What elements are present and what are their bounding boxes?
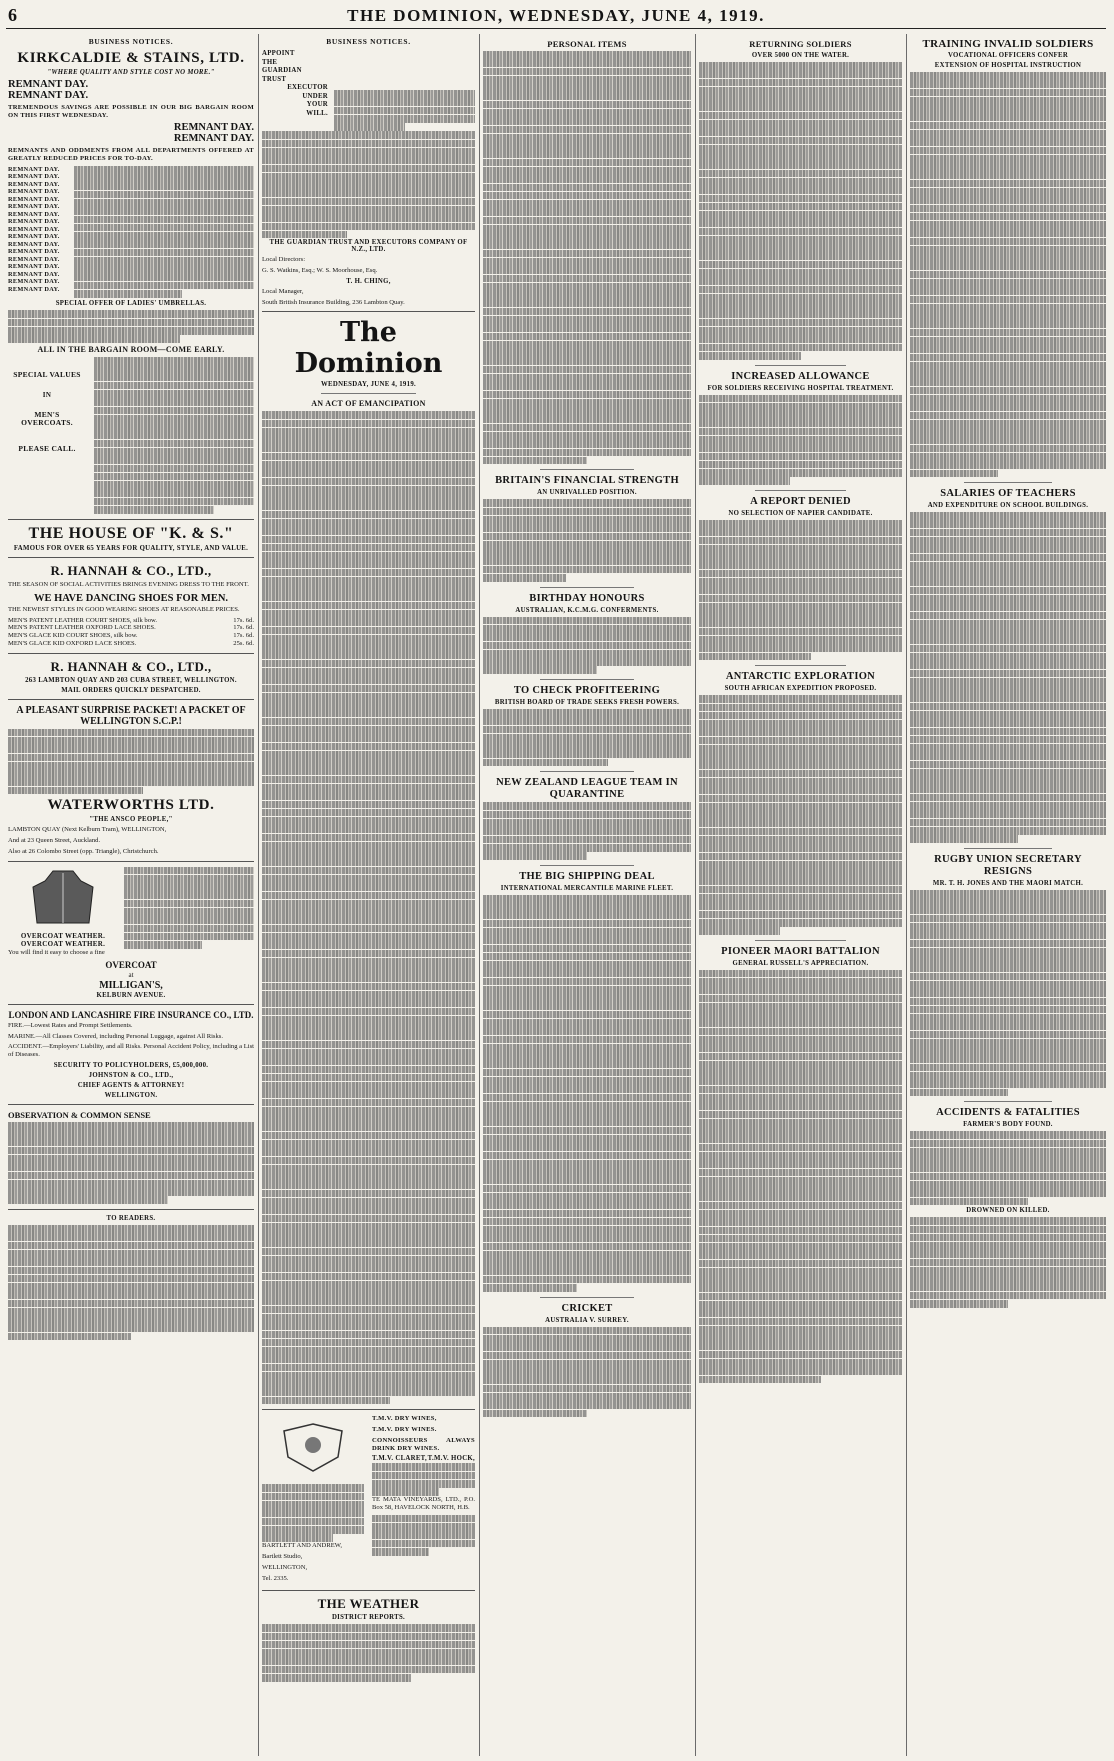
- wellington-label: WELLINGTON.: [104, 1091, 158, 1099]
- column-news-3: [483, 34, 691, 1756]
- guardian-company: THE GUARDIAN TRUST AND EXECUTORS COMPANY OF N.Z., LTD.: [269, 239, 468, 254]
- barlett-city: WELLINGTON,: [262, 1563, 308, 1571]
- column-news-5: [910, 34, 1106, 1756]
- overcoat-weather-2: OVERCOAT WEATHER.: [20, 939, 106, 948]
- personal-items-heading: PERSONAL ITEMS: [547, 39, 627, 49]
- house-of-ks-title: THE HOUSE OF "K. & S.": [28, 525, 234, 543]
- overcoat-choose: You will find it easy to choose a fine: [8, 949, 105, 957]
- column-rule: [695, 34, 696, 1756]
- remnant-description: [74, 166, 254, 299]
- hannah-address: 263 LAMBTON QUAY AND 203 CUBA STREET, WELLINGTON.: [25, 676, 237, 684]
- farmers-body-found: FARMER'S BODY FOUND.: [963, 1121, 1053, 1129]
- remnant-day-right-2: REMNANT DAY.: [173, 133, 254, 145]
- marine-line: MARINE.—All Classes Covered, including Personal Luggage, against All Risks.: [8, 1032, 224, 1040]
- milligans: MILLIGAN'S,: [99, 980, 163, 992]
- section-label: BUSINESS NOTICES.: [88, 37, 174, 46]
- fire-line: FIRE.—Lowest Rates and Prompt Settlements.: [8, 1022, 133, 1030]
- to-readers-heading: TO READERS.: [106, 1215, 156, 1223]
- surprise-packet-heading: A PLEASANT SURPRISE PACKET! A PACKET OF WELLINGTON S.C.P.!: [16, 704, 246, 727]
- umbrellas-heading: SPECIAL OFFER OF LADIES' UMBRELLAS.: [55, 300, 207, 308]
- kirkcaldie-title: KIRKCALDIE & STAINS, LTD.: [17, 50, 245, 66]
- mercantile-marine: INTERNATIONAL MERCANTILE MARINE FLEET.: [500, 884, 674, 892]
- salaries-heading: SALARIES OF TEACHERS: [940, 488, 1076, 500]
- shoe-row: MEN'S GLACE KID OXFORD LACE SHOES. 25s. 6d.: [8, 639, 254, 647]
- bargain-room-line: ALL IN THE BARGAIN ROOM—COME EARLY.: [37, 344, 225, 354]
- page-number-left: 6: [8, 5, 17, 25]
- masthead: [6, 6, 1106, 29]
- barlett-name: BARTLETT AND ANDREW,: [262, 1542, 343, 1550]
- ansco-people: "THE ANSCO PEOPLE,": [89, 816, 173, 824]
- mail-orders: MAIL ORDERS QUICKLY DESPATCHED.: [61, 686, 201, 694]
- directors-names: G. S. Watkins, Esq.; W. S. Moorhouse, Esq.: [262, 267, 378, 275]
- britain-financial-heading: BRITAIN'S FINANCIAL STRENGTH: [495, 475, 679, 487]
- rugby-heading: RUGBY UNION SECRETARY RESIGNS: [934, 853, 1082, 877]
- column-news-4: [699, 34, 902, 1756]
- please-call: PLEASE CALL.: [18, 443, 76, 453]
- at-label: at: [128, 971, 134, 980]
- unrivalled-position: AN UNRIVALLED POSITION.: [537, 489, 637, 497]
- cricket-heading: CRICKET: [561, 1302, 613, 1314]
- hospital-treatment: FOR SOLDIERS RECEIVING HOSPITAL TREATMENT.: [707, 384, 894, 392]
- napier-candidate: NO SELECTION OF NAPIER CANDIDATE.: [728, 510, 873, 518]
- waterworths-address-2: And at 23 Queen Street, Auckland.: [8, 837, 101, 845]
- remnant-day-1: REMNANT DAY.: [8, 79, 89, 90]
- tmv-ad: [372, 1415, 475, 1585]
- over-5000: OVER 5000 ON THE WATER.: [751, 52, 850, 59]
- australian-kcmg: AUSTRALIAN, K.C.M.G. CONFERMENTS.: [515, 606, 659, 614]
- trust-word-stack: APPOINT THE GUARDIAN TRUST EXECUTOR UNDER YOUR WILL.: [262, 50, 328, 117]
- barlett-tel: Tel. 2335.: [262, 1574, 289, 1582]
- newest-styles: THE NEWEST STYLES IN GOOD WEARING SHOES AT REASONABLE PRICES.: [8, 605, 240, 613]
- hannah-subtitle: THE SEASON OF SOCIAL ACTIVITIES BRINGS EVENING DRESS TO THE FRONT.: [8, 581, 249, 589]
- coat-illustration-icon: [23, 867, 103, 927]
- overcoat-weather-1: OVERCOAT WEATHER.: [20, 931, 106, 940]
- accidents-heading: ACCIDENTS & FATALITIES: [936, 1107, 1080, 1119]
- local-directors: Local Directors:: [262, 256, 306, 264]
- remnant-list: REMNANT DAY. REMNANT DAY. REMNANT DAY. REMNANT DAY. REMNANT DAY. REMNANT DAY. REMNANT DAY. REMNANT DAY. REMNANT DAY. REMNANT DAY. REMNANT DAY. REMNANT DAY. REMNANT DAY. REMNANT DAY. REMNANT DAY. REMNANT DAY. REMNANT DAY.: [8, 165, 60, 293]
- hannah-title-2: R. HANNAH & CO., LTD.,: [50, 658, 212, 674]
- south-african-expedition: SOUTH AFRICAN EXPEDITION PROPOSED.: [724, 685, 877, 693]
- savings-notice: TREMENDOUS SAVINGS ARE POSSIBLE IN OUR BIG BARGAIN ROOM ON THIS FIRST WEDNESDAY.: [8, 104, 254, 119]
- newspaper-title: THE DOMINION, WEDNESDAY, JUNE 4, 1919.: [347, 6, 765, 25]
- tmv-hock: T.M.V. HOCK,: [427, 1455, 475, 1463]
- waterworths-address-3: Also at 26 Colombo Street (opp. Triangle), Christchurch.: [8, 847, 159, 855]
- drowned-or-killed: DROWNED ON KILLED.: [966, 1207, 1050, 1215]
- waterworths-address: LAMBTON QUAY (Next Kelburn Tram), WELLINGTON,: [8, 826, 167, 834]
- special-values: SPECIAL VALUES: [13, 369, 81, 379]
- weather-heading: THE WEATHER: [317, 1596, 420, 1612]
- overcoat-label: OVERCOAT: [105, 960, 157, 971]
- shoe-row: MEN'S PATENT LEATHER OXFORD LACE SHOES. 17s. 6d.: [8, 624, 254, 632]
- guardian-trust-ad: [262, 50, 475, 131]
- section-label: BUSINESS NOTICES.: [326, 37, 411, 46]
- security-line: SECURITY TO POLICYHOLDERS, £5,000,000.: [53, 1061, 209, 1069]
- london-lancashire-title: LONDON AND LANCASHIRE FIRE INSURANCE CO., LTD.: [8, 1010, 254, 1021]
- shipping-deal-heading: THE BIG SHIPPING DEAL: [519, 870, 655, 882]
- overcoats-block: [8, 357, 254, 514]
- barlett-tmv-ads: [262, 1415, 475, 1585]
- pioneer-battalion-heading: PIONEER MAORI BATTALION: [721, 945, 880, 957]
- district-reports: DISTRICT REPORTS.: [331, 1614, 406, 1622]
- increased-allowance-heading: INCREASED ALLOWANCE: [731, 370, 870, 382]
- remnant-day-right: REMNANT DAY.: [173, 122, 254, 134]
- salaries-sub: AND EXPENDITURE ON SCHOOL BUILDINGS.: [927, 502, 1089, 510]
- shoes-price-list: [8, 617, 254, 648]
- dominion-date: WEDNESDAY, JUNE 4, 1919.: [320, 381, 417, 389]
- kelburn-avenue: KELBURN AVENUE.: [96, 992, 166, 1000]
- column-rule: [479, 34, 480, 1756]
- training-soldiers-heading: TRAINING INVALID SOLDIERS: [922, 38, 1094, 50]
- australia-surrey: AUSTRALIA V. SURREY.: [545, 1316, 629, 1324]
- jones-maori-match: MR. T. H. JONES AND THE MAORI MATCH.: [932, 879, 1084, 887]
- ching-name: T. H. CHING,: [346, 277, 391, 285]
- tmv-dry-wines-2: T.M.V. DRY WINES.: [372, 1426, 437, 1434]
- column-rule: [258, 34, 259, 1756]
- dominion-title: The Dominion: [294, 317, 443, 380]
- dancing-shoes-heading: WE HAVE DANCING SHOES FOR MEN.: [33, 592, 229, 604]
- column-dominion-editorial: [262, 34, 475, 1756]
- column-rule: [906, 34, 907, 1756]
- te-mata-vineyards: TE MATA VINEYARDS, LTD., P.O. Box 58, HAVELOCK NORTH, H.B.: [372, 1496, 475, 1512]
- vocational-officers: VOCATIONAL OFFICERS CONFER: [947, 52, 1069, 59]
- accident-line: ACCIDENT.—Employers' Liability, and all Risks. Personal Accident Policy, including a List of Diseases.: [8, 1043, 254, 1059]
- observation-heading: OBSERVATION & COMMON SENSE: [8, 1109, 151, 1120]
- profiteering-heading: TO CHECK PROFITEERING: [513, 685, 661, 697]
- barlett-ad: [262, 1415, 364, 1585]
- barlett-studio: Bartlett Studio,: [262, 1553, 303, 1561]
- hannah-title: R. HANNAH & CO., LTD.,: [50, 563, 212, 579]
- johnston-name: JOHNSTON & CO., LTD.,: [88, 1071, 174, 1079]
- league-team-heading: NEW ZEALAND LEAGUE TEAM IN QUARANTINE: [496, 777, 678, 801]
- ching-address: South British Insurance Building, 236 Lambton Quay.: [262, 298, 405, 306]
- shield-emblem-icon: [278, 1421, 348, 1473]
- antarctic-heading: ANTARCTIC EXPLORATION: [725, 671, 876, 683]
- tmv-dry-wines-1: T.M.V. DRY WINES,: [372, 1415, 437, 1423]
- remnant-list-block: [8, 166, 254, 299]
- board-of-trade: BRITISH BOARD OF TRADE SEEKS FRESH POWERS.: [494, 699, 680, 707]
- hospital-instruction: EXTENSION OF HOSPITAL INSTRUCTION: [934, 62, 1082, 69]
- returning-soldiers-heading: RETURNING SOLDIERS: [749, 39, 852, 49]
- report-denied-heading: A REPORT DENIED: [750, 496, 851, 508]
- ching-title: Local Manager,: [262, 287, 304, 295]
- overcoat-weather-block: [8, 867, 254, 950]
- russell-appreciation: GENERAL RUSSELL'S APPRECIATION.: [732, 959, 869, 967]
- kirkcaldie-tagline: "WHERE QUALITY AND STYLE COST NO MORE.": [47, 69, 215, 76]
- remnants-offered: REMNANTS AND ODDMENTS FROM ALL DEPARTMENTS OFFERED AT GREATLY REDUCED PRICES FOR TO-DAY.: [8, 147, 254, 163]
- mens-overcoats: MEN'S OVERCOATS.: [21, 409, 73, 427]
- shoe-row: MEN'S PATENT LEATHER COURT SHOES, silk bow. 17s. 6d.: [8, 616, 254, 624]
- remnant-day-2: REMNANT DAY.: [8, 90, 89, 101]
- emancipation-heading: AN ACT OF EMANCIPATION: [311, 399, 426, 409]
- birthday-honours-heading: BIRTHDAY HONOURS: [529, 592, 645, 604]
- tmv-claret: T.M.V. CLARET,: [372, 1455, 427, 1463]
- column-business-notices-1: [8, 34, 254, 1756]
- chief-agents: CHIEF AGENTS & ATTORNEY!: [77, 1081, 185, 1089]
- shoe-row: MEN'S GLACE KID COURT SHOES, silk bow. 17s. 6d.: [8, 632, 254, 640]
- waterworths-title: WATERWORTHS LTD.: [47, 797, 215, 814]
- house-of-ks-tagline: FAMOUS FOR OVER 65 YEARS FOR QUALITY, STYLE, AND VALUE.: [13, 545, 249, 553]
- connoisseurs: CONNOISSEURS ALWAYS DRINK DRY WINES.: [372, 1436, 475, 1452]
- in-label: IN: [42, 390, 52, 399]
